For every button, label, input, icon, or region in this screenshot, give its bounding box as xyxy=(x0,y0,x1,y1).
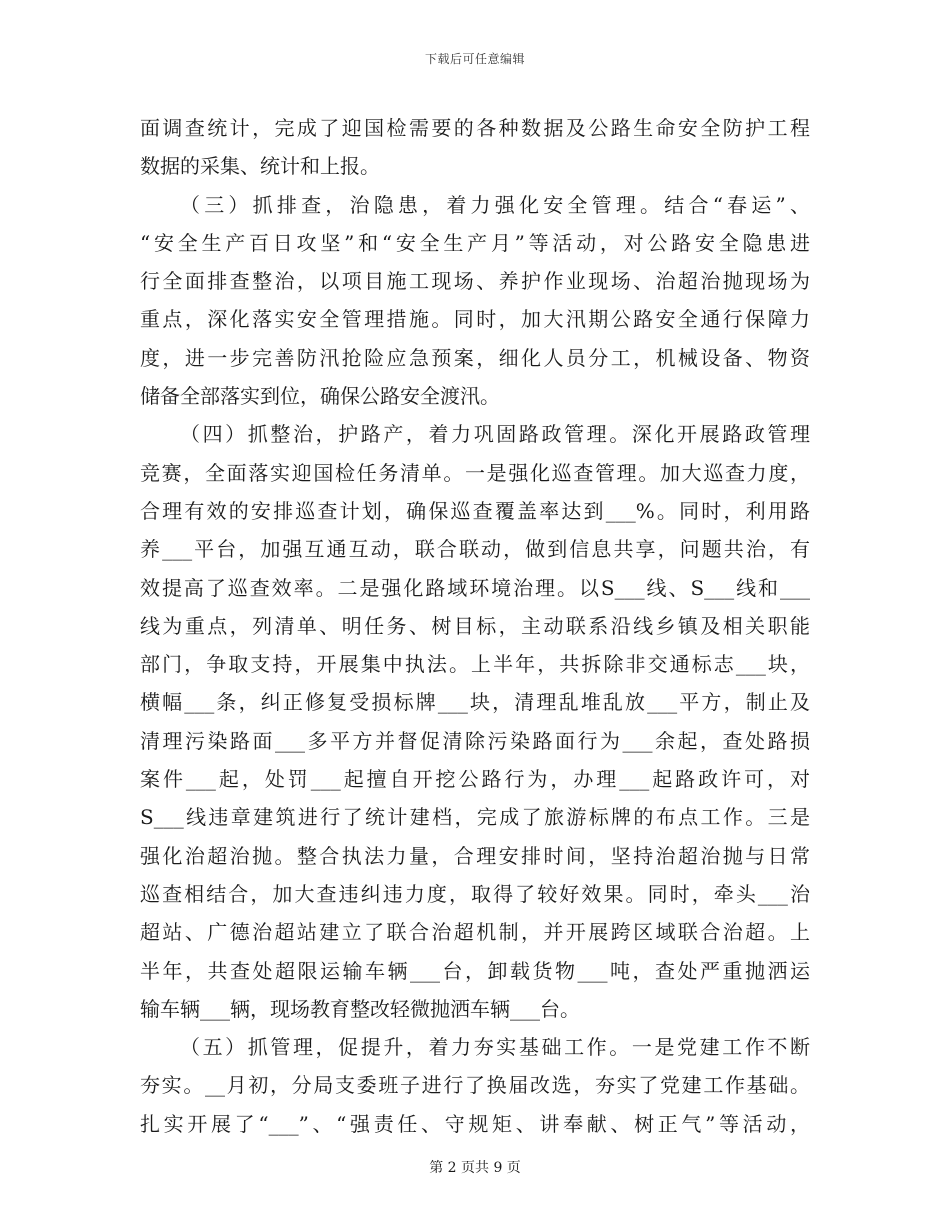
text-line: 输车辆___辆，现场教育整改轻微抛洒车辆___台。 xyxy=(140,996,580,1021)
text-line: 清理污染路面___多平方并督促清除污染路面行为___余起，查处路损 xyxy=(140,728,810,753)
text-line: 效提高了巡查效率。二是强化路域环境治理。以S___线、S___线和___ xyxy=(140,575,810,600)
text-line: 半年，共查处超限运输车辆___台，卸载货物___吨，查处严重抛洒运 xyxy=(140,958,810,983)
text-line: 线为重点，列清单、明任务、树目标，主动联系沿线乡镇及相关职能 xyxy=(140,613,810,638)
text-line: 强化治超治抛。整合执法力量，合理安排时间，坚持治超治抛与日常 xyxy=(140,843,810,868)
text-line: 巡查相结合，加大查违纠违力度，取得了较好效果。同时，牵头___治 xyxy=(140,881,810,906)
text-line: 储备全部落实到位，确保公路安全渡汛。 xyxy=(140,384,500,409)
text-line: 面调查统计，完成了迎国检需要的各种数据及公路生命安全防护工程 xyxy=(140,116,810,140)
document-body xyxy=(140,109,810,1143)
text-line: 部门，争取支持，开展集中执法。上半年，共拆除非交通标志___块， xyxy=(140,652,810,677)
text-line: S___线违章建筑进行了统计建档，完成了旅游标牌的布点工作。三是 xyxy=(140,805,810,830)
text-line: 夯实。__月初，分局支委班子进行了换届改选，夯实了党建工作基础。 xyxy=(140,1073,810,1098)
text-line: 数据的采集、统计和上报。 xyxy=(140,154,380,179)
text-line: 度，进一步完善防汛抢险应急预案，细化人员分工，机械设备、物资 xyxy=(140,345,810,370)
page-header: 下载后可任意编辑 xyxy=(424,52,525,66)
text-line: 超站、广德治超站建立了联合治超机制，并开展跨区域联合治超。上 xyxy=(140,920,810,945)
text-line: 竞赛，全面落实迎国检任务清单。一是强化巡查管理。加大巡查力度， xyxy=(140,460,810,485)
text-line: 养___平台，加强互通互动，联合联动，做到信息共享，问题共治，有 xyxy=(140,537,810,562)
text-line: “安全生产百日攻坚”和“安全生产月”等活动，对公路安全隐患进 xyxy=(140,230,810,255)
text-line: （五）抓管理，促提升，着力夯实基础工作。一是党建工作不断 xyxy=(180,1035,810,1060)
text-line: 横幅___条，纠正修复受损标牌___块，清理乱堆乱放___平方，制止及 xyxy=(140,690,810,715)
page-number-footer: 第 2 页共 9 页 xyxy=(429,1160,521,1176)
text-line: 案件___起，处罚___起擅自开挖公路行为，办理___起路政许可，对 xyxy=(140,767,810,792)
text-line: 扎实开展了“___”、“强责任、守规矩、讲奉献、树正气”等活动， xyxy=(140,1111,810,1136)
text-line: 行全面排查整治，以项目施工现场、养护作业现场、治超治抛现场为 xyxy=(140,269,810,294)
text-line: （四）抓整治，护路产，着力巩固路政管理。深化开展路政管理 xyxy=(180,422,810,447)
text-line: 合理有效的安排巡查计划，确保巡查覆盖率达到___%。同时，利用路 xyxy=(140,498,810,523)
text-line: 重点，深化落实安全管理措施。同时，加大汛期公路安全通行保障力 xyxy=(140,307,810,332)
text-line: （三）抓排查，治隐患，着力强化安全管理。结合“春运”、 xyxy=(180,192,810,217)
